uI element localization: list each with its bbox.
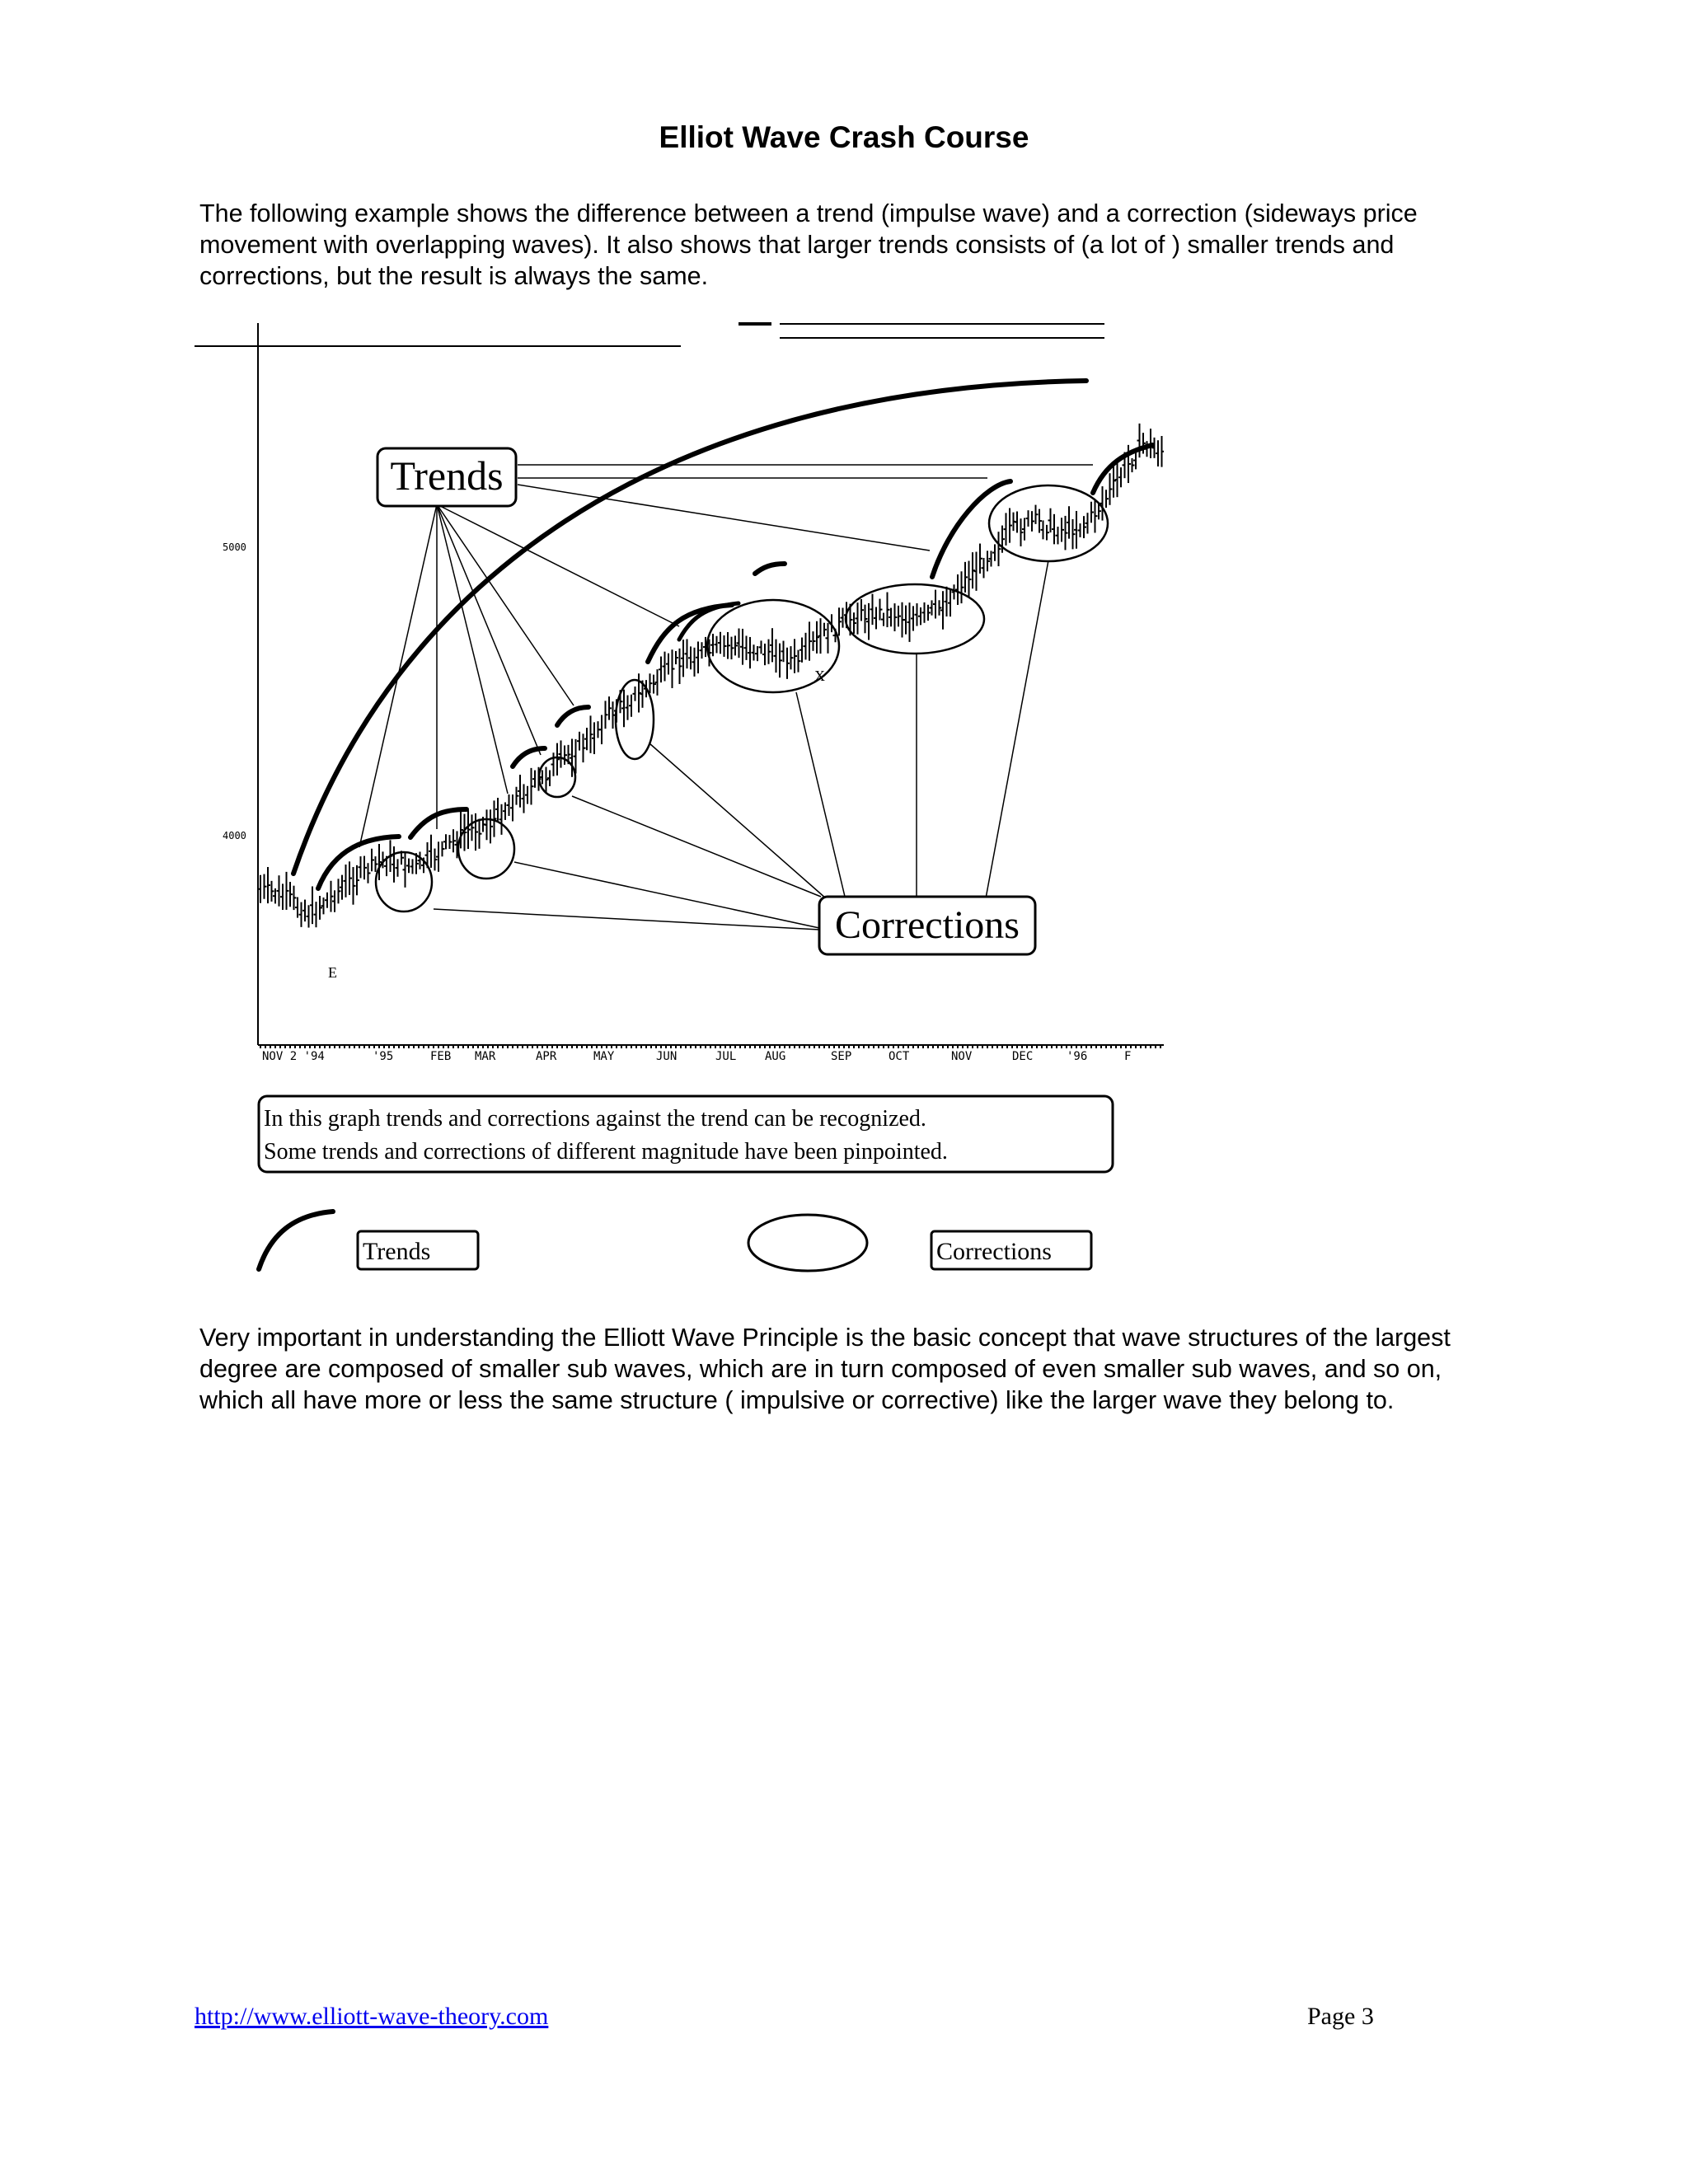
correction-ellipse [989,485,1108,561]
legend-corrections-label: Corrections [936,1238,1052,1265]
y-tick-label: 4000 [223,830,246,841]
x-tick-label: FEB [430,1050,452,1063]
legend-trends-label: Trends [363,1238,431,1265]
trends-callout [377,448,516,506]
x-tick-label: '95 [373,1050,394,1063]
figure-legend [259,1212,1091,1271]
x-tick-label: JUL [715,1050,737,1063]
trend-arc [513,748,545,766]
x-tick-label: AUG [765,1050,786,1063]
trend-arc [557,707,588,725]
legend-trend-arc [259,1212,333,1269]
corrections-callout [819,897,1035,954]
footer-website-link[interactable]: http://www.elliott-wave-theory.com [195,2003,549,2030]
x-tick-label: MAR [475,1050,496,1063]
corrections-label: Corrections [835,903,1020,947]
trends-label: Trends [390,452,504,499]
intro-paragraph: The following example shows the difference between a trend (impulse wave) and a correction (sideways price movement with overlapping waves). It also shows that larger trends consists of (a lot of ) smaller trends and corrections, but the result is always the same. [199,199,1418,290]
x-tick-label: NOV 2 '94 [262,1050,325,1063]
trend-arc [410,809,467,837]
x-tick-label: OCT [889,1050,910,1063]
figure-caption [259,1096,1113,1172]
point-label-e: E [328,964,337,981]
page-number: Page 3 [1307,2003,1374,2030]
elliott-wave-figure [195,320,1164,1289]
x-tick-label: DEC [1012,1050,1034,1063]
x-tick-label: F [1124,1050,1132,1063]
x-tick-label: APR [536,1050,557,1063]
connector-lines [359,465,1093,930]
caption-line-2: Some trends and corrections of different magnitude have been pinpointed. [264,1139,948,1165]
y-tick-label: 5000 [223,541,246,553]
x-tick-label: JUN [656,1050,678,1063]
x-tick-label: NOV [951,1050,973,1063]
x-tick-label: SEP [831,1050,852,1063]
x-tick-label: '96 [1067,1050,1088,1063]
point-label-x: X [814,668,825,684]
legend-correction-ellipse [748,1215,867,1271]
correction-ellipse [376,852,432,912]
caption-line-1: In this graph trends and corrections against the trend can be recognized. [264,1106,926,1132]
page-title: Elliot Wave Crash Course [659,120,1029,154]
trend-arc [755,564,785,574]
x-tick-label: MAY [593,1050,615,1063]
x-axis-labels [262,1050,1131,1063]
body-paragraph: Very important in understanding the Elliott Wave Principle is the basic concept that wave structures of the largest degree are composed of smaller sub waves, which are in turn composed of even smaller sub waves, and so on, which all have more or less the same structure ( impulsive or corrective) like the larger wave they belong to. [199,1324,1451,1414]
